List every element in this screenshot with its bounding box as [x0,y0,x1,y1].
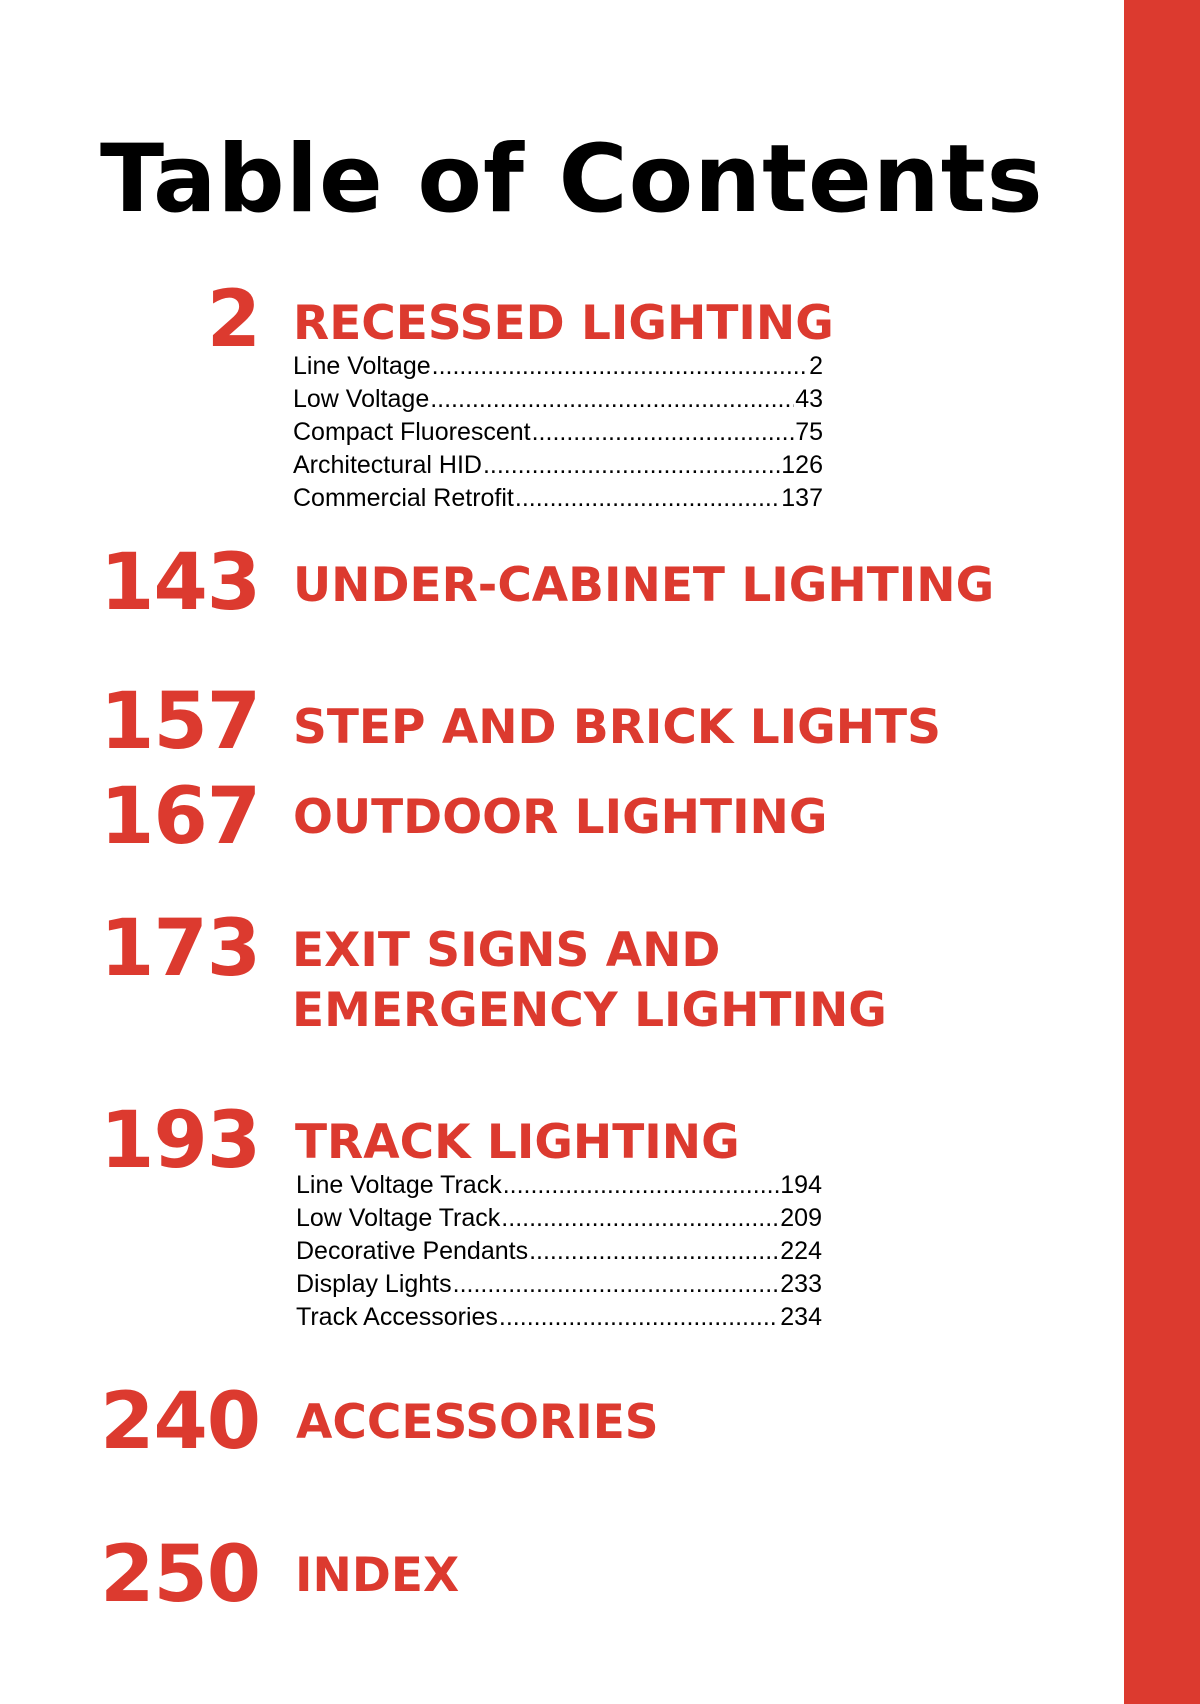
subsection-entry[interactable] [296,1268,822,1301]
section-title[interactable]: OUTDOOR LIGHTING [293,790,828,845]
page-title: Table of Contents [100,125,1044,234]
dot-leader [515,482,780,515]
section-title-line-2[interactable]: EMERGENCY LIGHTING [292,983,887,1038]
section-title[interactable]: ACCESSORIES [296,1395,659,1450]
dot-leader [432,350,808,383]
dot-leader [430,383,794,416]
section-page-number[interactable]: 250 [100,1530,260,1620]
subsection-entry[interactable] [293,449,823,482]
subsection-entry[interactable] [293,416,823,449]
dot-leader [529,1235,779,1268]
subsection-page: 137 [781,484,823,512]
subsection-entry[interactable] [296,1202,822,1235]
subsection-label: Low Voltage [293,385,430,413]
subsection-label: Display Lights [296,1270,452,1298]
section-title[interactable]: STEP AND BRICK LIGHTS [293,700,941,755]
section-page-number[interactable]: 143 [100,538,260,628]
subsection-page: 126 [781,451,823,479]
subsection-entry[interactable] [296,1235,822,1268]
subsection-label: Architectural HID [293,451,482,479]
section-page-number[interactable]: 173 [100,904,260,994]
dot-leader [483,449,780,482]
subsection-label: Line Voltage Track [296,1171,502,1199]
section-title[interactable]: RECESSED LIGHTING [293,296,834,351]
subsection-page: 234 [780,1303,822,1331]
section-page-number[interactable]: 2 [206,275,260,365]
subsection-entry[interactable] [293,350,823,383]
dot-leader [453,1268,780,1301]
section-title[interactable]: INDEX [295,1548,460,1603]
section-title[interactable]: UNDER-CABINET LIGHTING [293,558,995,613]
subsection-list [293,350,823,515]
subsection-label: Track Accessories [296,1303,498,1331]
subsection-label: Decorative Pendants [296,1237,529,1265]
subsection-page: 194 [780,1171,822,1199]
subsection-label: Commercial Retrofit [293,484,514,512]
subsection-page: 2 [809,352,823,380]
subsection-label: Compact Fluorescent [293,418,531,446]
subsection-label: Line Voltage [293,352,431,380]
subsection-entry[interactable] [296,1301,822,1334]
side-accent-bar [1124,0,1200,1704]
subsection-label: Low Voltage Track [296,1204,501,1232]
section-page-number[interactable]: 240 [100,1377,260,1467]
dot-leader [532,416,795,449]
subsection-list [296,1169,822,1334]
dot-leader [503,1169,780,1202]
subsection-page: 233 [780,1270,822,1298]
section-page-number[interactable]: 193 [100,1096,260,1186]
subsection-page: 209 [780,1204,822,1232]
section-title[interactable]: EXIT SIGNS AND [292,923,721,978]
subsection-entry[interactable] [293,383,823,416]
subsection-entry[interactable] [293,482,823,515]
dot-leader [499,1301,779,1334]
subsection-page: 43 [795,385,823,413]
subsection-entry[interactable] [296,1169,822,1202]
section-title[interactable]: TRACK LIGHTING [295,1115,740,1170]
subsection-page: 75 [795,418,823,446]
section-page-number[interactable]: 167 [100,772,260,862]
dot-leader [501,1202,779,1235]
subsection-page: 224 [780,1237,822,1265]
section-page-number[interactable]: 157 [100,677,260,767]
